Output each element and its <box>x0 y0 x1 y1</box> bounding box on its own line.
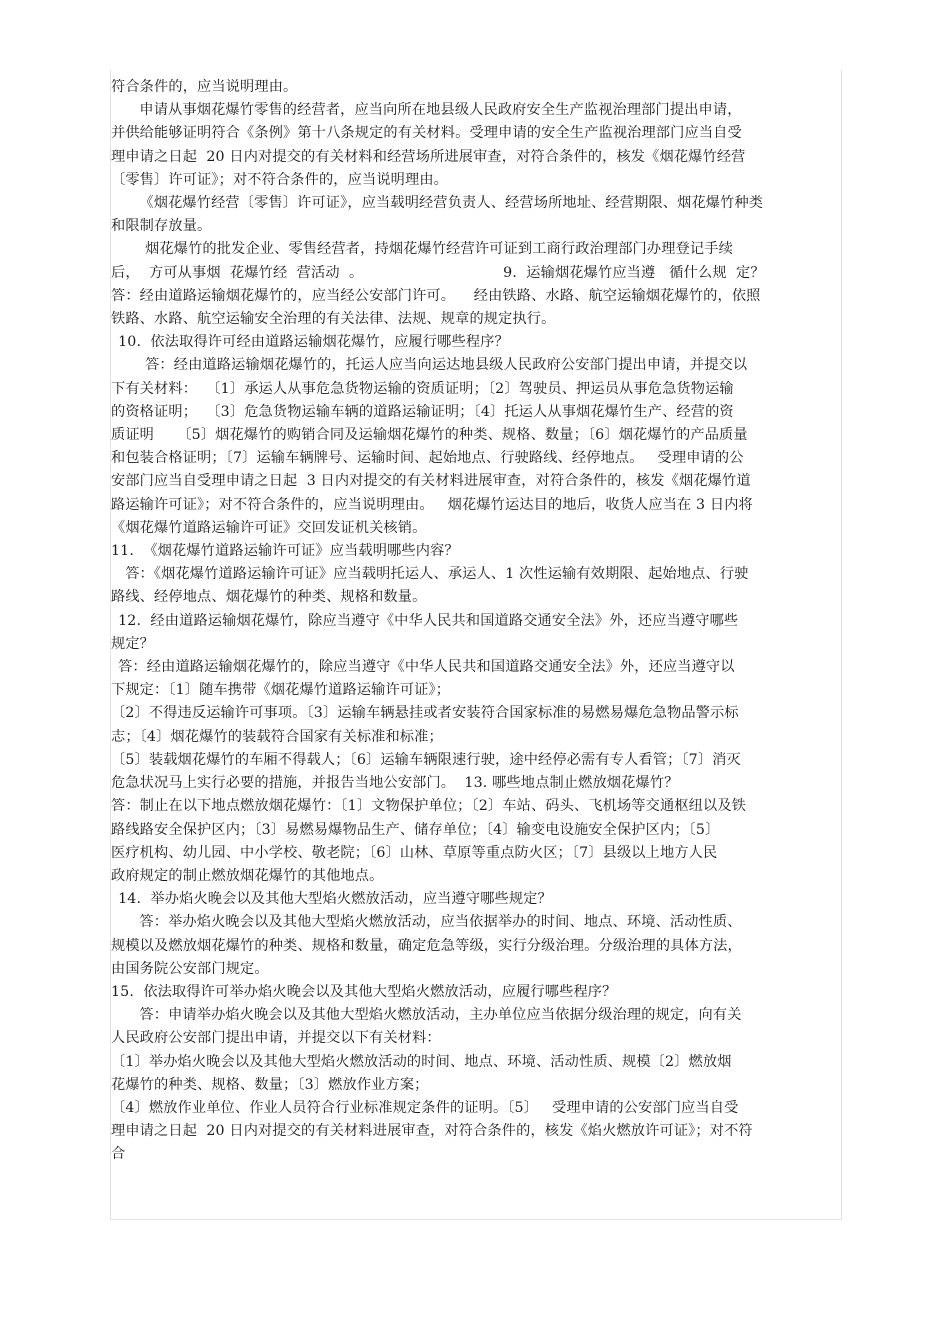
text-line: 规定？ <box>111 635 155 652</box>
text-line: 〔1〕举办焰火晚会以及其他大型焰火燃放活动的时间、地点、环境、活动性质、规模〔2〕燃放烟 <box>111 1053 732 1070</box>
text-line: 和包装合格证明；〔7〕运输车辆牌号、运输时间、起始地点、行驶路线、经停地点。 受理申请的公 <box>111 450 744 467</box>
question-heading: 15. 依法取得许可举办焰火晚会以及其他大型焰火燃放活动，应履行哪些程序？ <box>111 983 617 1000</box>
text-line: 危急状况马上实行必要的措施，并报告当地公安部门。 13. 哪些地点制止燃放烟花爆竹？ <box>111 775 679 792</box>
text-line: 规模以及燃放烟花爆竹的种类、规格和数量，确定危急等级，实行分级治理。分级治理的具体方法， <box>111 937 742 954</box>
text-line: 答：举办焰火晚会以及其他大型焰火燃放活动，应当依据举办的时间、地点、环境、活动性质、 <box>139 914 742 931</box>
text-line: 路运输许可证》；对不符合条件的，应当说明理由。 烟花爆竹运达目的地后，收货人应当在 3 日内将 <box>111 496 753 513</box>
text-line: 〔4〕燃放作业单位、作业人员符合行业标准规定条件的证明。〔5〕 受理申请的公安部门应当自受 <box>111 1099 739 1116</box>
document-page <box>110 70 842 1220</box>
text-line: 志；〔4〕烟花爆竹的装载符合国家有关标准和标准； <box>111 728 443 745</box>
text-line: 答：经由道路运输烟花爆竹的，托运人应当向运达地县级人民政府公安部门提出申请，并提交以 <box>145 357 748 374</box>
text-line: 答：申请举办焰火晚会以及其他大型焰火燃放活动，主办单位应当依据分级治理的规定，向有关 <box>139 1007 742 1024</box>
text-line: 〔2〕不得违反运输许可事项。〔3〕运输车辆悬挂或者安装符合国家标准的易燃易爆危急物品警示标 <box>111 705 739 722</box>
text-line: 后， 方可从事烟 花爆竹经 营活动 。 9. 运输烟花爆竹应当遵 循什么规 定？ <box>111 264 765 281</box>
text-line: 质证明 〔5〕烟花爆竹的购销合同及运输烟花爆竹的种类、规格、数量；〔6〕烟花爆竹的产品质量 <box>111 427 748 444</box>
text-line: 安部门应当自受理申请之日起 3 日内对提交的有关材料进展审查，对符合条件的，核发《烟花爆竹道 <box>111 473 751 490</box>
text-line: 答：经由道路运输烟花爆竹的，除应当遵守《中华人民共和国道路交通安全法》外，还应当遵守以 <box>118 659 735 676</box>
text-line: 由国务院公安部门规定。 <box>111 960 269 977</box>
text-line: 的资格证明； 〔3〕危急货物运输车辆的道路运输证明；〔4〕托运人从事烟花爆竹生产、经营的资 <box>111 403 734 420</box>
text-line: 〔5〕装载烟花爆竹的车厢不得载人；〔6〕运输车辆限速行驶，途中经停必需有专人看管；〔7〕消灭 <box>111 751 741 768</box>
question-heading: 10. 依法取得许可经由道路运输烟花爆竹，应履行哪些程序？ <box>118 334 509 351</box>
text-line: 下有关材料： 〔1〕承运人从事危急货物运输的资质证明；〔2〕驾驶员、押运员从事危急货物运输 <box>111 380 734 397</box>
text-line: 《烟花爆竹道路运输许可证》交回发证机关核销。 <box>111 519 427 536</box>
text-line: 《烟花爆竹经营〔零售〕许可证》，应当载明经营负责人、经营场所地址、经营期限、烟花爆竹种类 <box>139 195 764 212</box>
text-line: 申请从事烟花爆竹零售的经营者，应当向所在地县级人民政府安全生产监视治理部门提出申请， <box>139 102 742 119</box>
document-body <box>111 76 871 1167</box>
text-line: 〔零售〕许可证》；对不符合条件的，应当说明理由。 <box>111 171 449 188</box>
text-line: 花爆竹的种类、规格、数量；〔3〕燃放作业方案； <box>111 1076 429 1093</box>
text-line: 理申请之日起 20 日内对提交的有关材料进展审查，对符合条件的，核发《焰火燃放许可证》；对不符 <box>111 1123 753 1140</box>
text-line: 答：《烟花爆竹道路运输许可证》应当载明托运人、承运人、1 次性运输有效期限、起始地点、行驶 <box>125 566 749 583</box>
text-line: 和限制存放量。 <box>111 218 212 235</box>
text-line: 合 <box>111 1146 126 1163</box>
text-line: 医疗机构、幼儿园、中小学校、敬老院；〔6〕山林、草原等重点防火区；〔7〕县级以上地方人民 <box>111 844 718 861</box>
text-line: 路线路安全保护区内；〔3〕易燃易爆物品生产、储存单位；〔4〕输变电设施安全保护区内；〔5〕 <box>111 821 720 838</box>
text-line: 符合条件的，应当说明理由。 <box>111 79 298 95</box>
text-line: 人民政府公安部门提出申请，并提交以下有关材料： <box>111 1030 441 1047</box>
question-heading: 11. 《烟花爆竹道路运输许可证》应当载明哪些内容？ <box>111 543 459 560</box>
question-heading: 12. 经由道路运输烟花爆竹，除应当遵守《中华人民共和国道路交通安全法》外，还应当遵守哪些 <box>118 612 739 629</box>
text-line: 下规定：〔1〕随车携带《烟花爆竹道路运输许可证》； <box>111 682 451 699</box>
text-line: 答：经由道路运输烟花爆竹的，应当经公安部门许可。 经由铁路、水路、航空运输烟花爆竹的，依照 <box>111 287 761 304</box>
text-line: 答：制止在以下地点燃放烟花爆竹：〔1〕文物保护单位；〔2〕车站、码头、飞机场等交通枢纽以及铁 <box>111 798 747 815</box>
text-line: 路线、经停地点、烟花爆竹的种类、规格和数量。 <box>111 589 427 606</box>
text-line: 烟花爆竹的批发企业、零售经营者，持烟花爆竹经营许可证到工商行政治理部门办理登记手续 <box>145 241 733 258</box>
text-line: 政府规定的制止燃放烟花爆竹的其他地点。 <box>111 867 384 884</box>
text-line: 铁路、水路、航空运输安全治理的有关法律、法规、规章的规定执行。 <box>111 311 556 328</box>
text-line: 理申请之日起 20 日内对提交的有关材料和经营场所进展审查，对符合条件的，核发《烟花爆竹经营 <box>111 148 746 165</box>
text-line: 并供给能够证明符合《条例》第十八条规定的有关材料。受理申请的安全生产监视治理部门应当自受 <box>111 125 742 142</box>
question-heading: 14. 举办焰火晚会以及其他大型焰火燃放活动，应当遵守哪些规定？ <box>118 891 552 908</box>
